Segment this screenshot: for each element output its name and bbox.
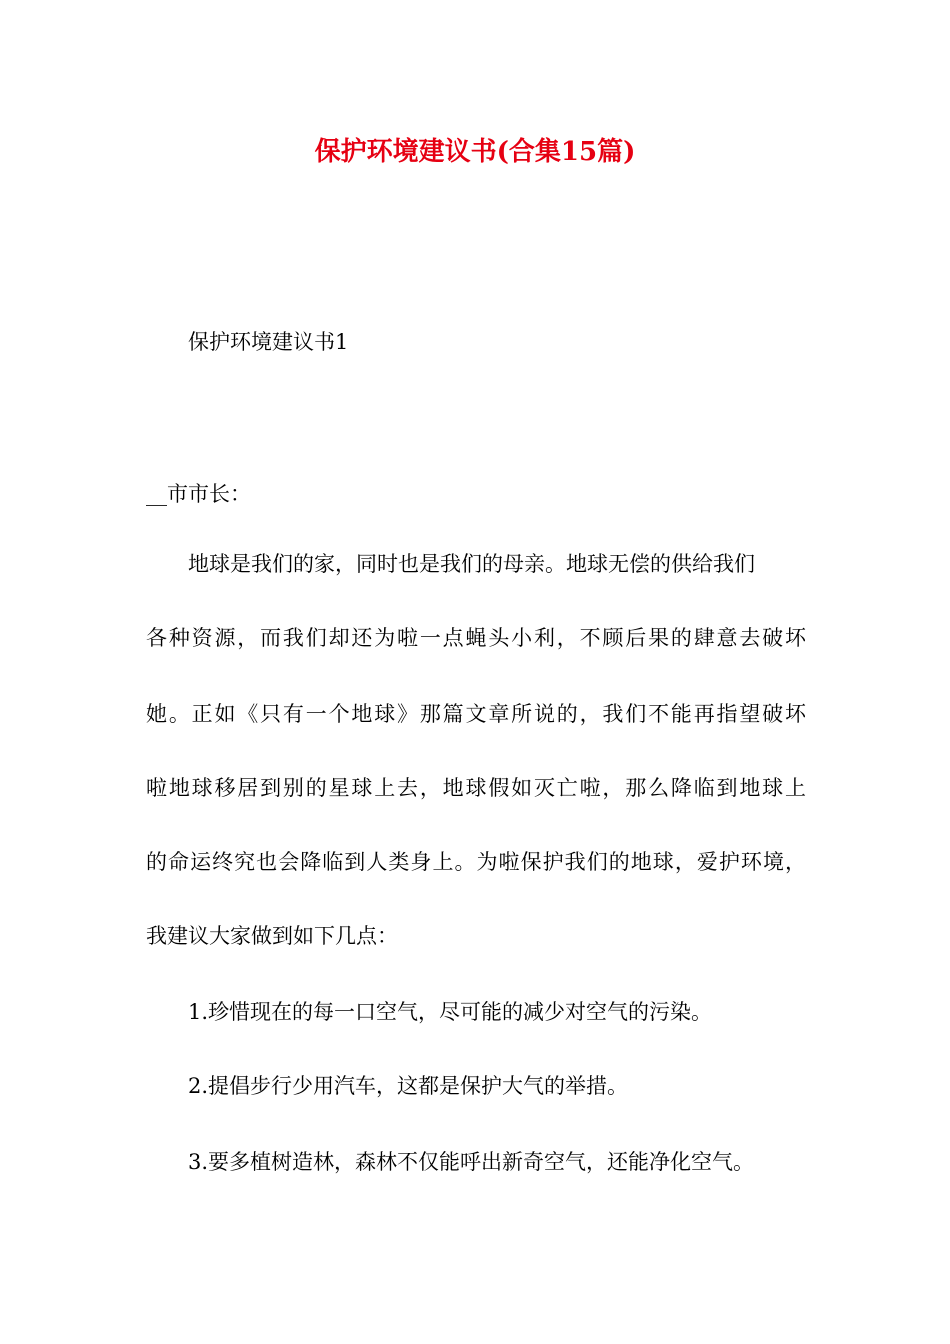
- section-heading: 保护环境建议书1: [188, 330, 349, 354]
- paragraph-line-5: 的命运终究也会降临到人类身上。为啦保护我们的地球，爱护环境，: [146, 850, 806, 874]
- paragraph-line-3: 她。正如《只有一个地球》那篇文章所说的，我们不能再指望破坏: [146, 702, 806, 726]
- point-3: 3.要多植树造林，森林不仅能呼出新奇空气，还能净化空气。: [188, 1150, 755, 1174]
- salutation: __市市长：: [146, 482, 251, 506]
- paragraph-line-1: 地球是我们的家，同时也是我们的母亲。地球无偿的供给我们: [188, 552, 755, 576]
- document-title: 保护环境建议书(合集15篇): [314, 137, 636, 167]
- paragraph-line-6: 我建议大家做到如下几点：: [146, 924, 398, 948]
- paragraph-line-4: 啦地球移居到别的星球上去，地球假如灭亡啦，那么降临到地球上: [146, 776, 806, 800]
- point-1: 1.珍惜现在的每一口空气，尽可能的减少对空气的污染。: [188, 1000, 713, 1024]
- paragraph-line-2: 各种资源，而我们却还为啦一点蝇头小利，不顾后果的肆意去破坏: [146, 626, 806, 650]
- point-2: 2.提倡步行少用汽车，这都是保护大气的举措。: [188, 1074, 629, 1098]
